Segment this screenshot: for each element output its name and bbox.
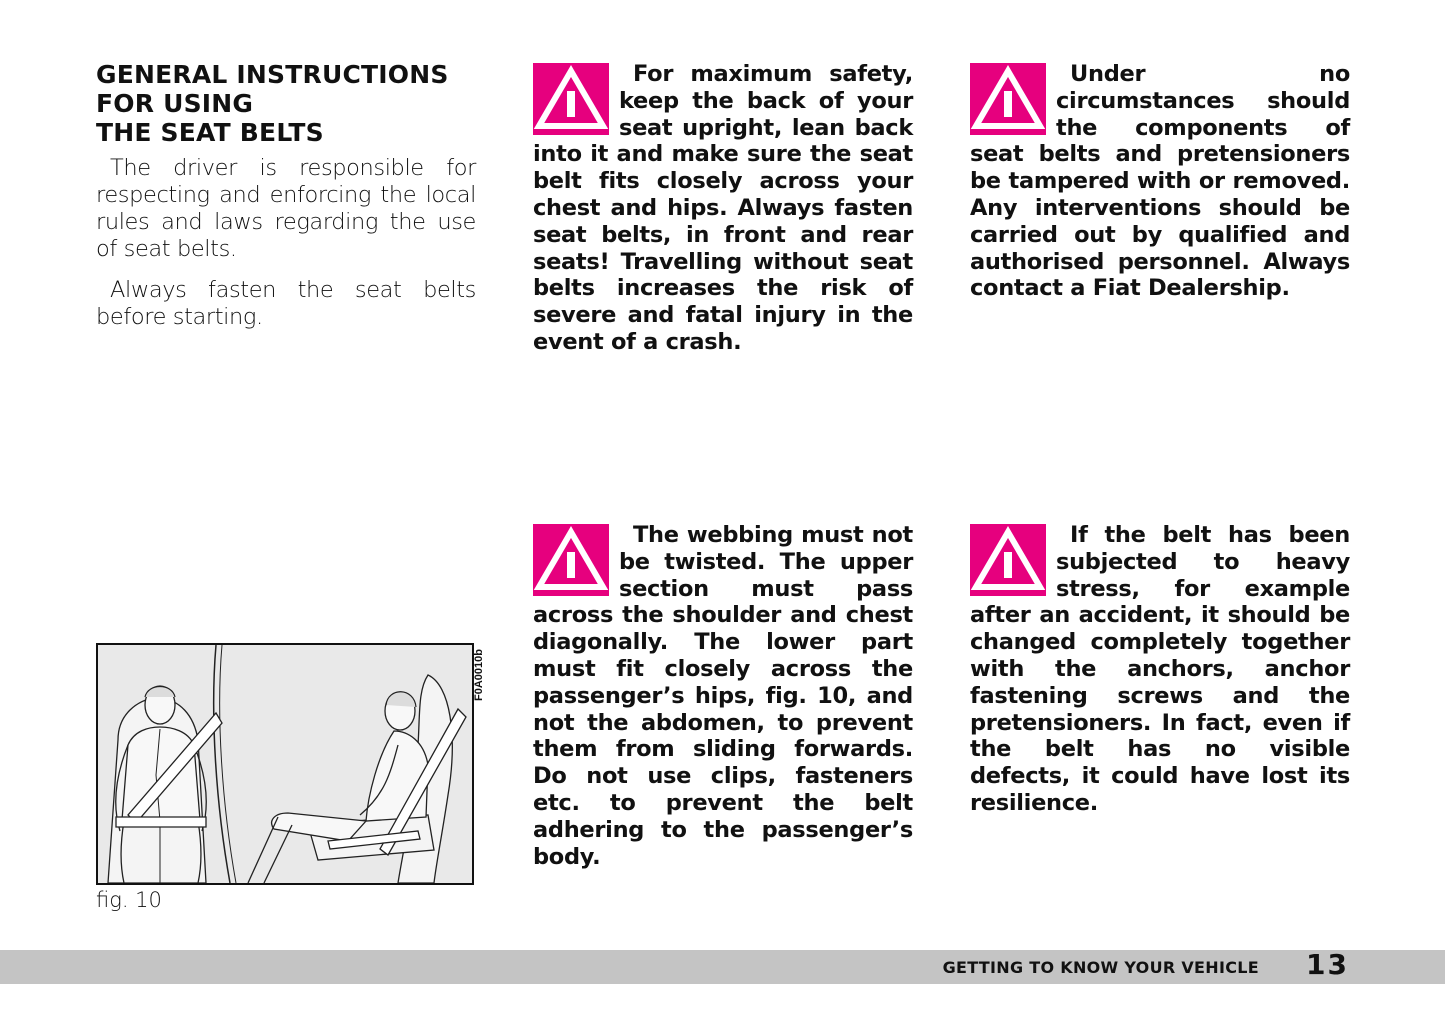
seat-belt-drawing [98, 645, 472, 883]
figure-caption: fig. 10 [96, 888, 162, 912]
warning-block-webbing [533, 522, 913, 870]
warning-triangle-icon [970, 63, 1046, 135]
warning-block-seat-position [533, 61, 913, 356]
warning-block-no-tampering [970, 61, 1350, 302]
title-line-3: THE SEAT BELTS [96, 118, 324, 147]
intro-column [96, 58, 476, 345]
warning-text-3: The webbing must not be twisted. The upper section must pass across the shoulder and chest diagonally. The lower part must fit closely across the passenger’s hips, fig. 10, and not the abdomen, to prevent them from sliding forwards. Do not use clips, fasteners etc. to prevent the belt adhering to the passenger’s body. [533, 522, 913, 870]
figure-code: F0A0010b [473, 649, 485, 701]
warning-text-4: If the belt has been subjected to heavy stress, for example after an accident, it should be changed completely together with the anchors, anchor fastening screws and the pretensioners. In fact, even if the belt has no visible defects, it could have lost its resilience. [970, 522, 1350, 816]
seat-belt-illustration [96, 643, 474, 885]
title-line-1: GENERAL INSTRUCTIONS [96, 60, 449, 89]
warning-text-2: Under no circumstances should the components of seat belts and pretensioners be tampered with or removed. Any interventions should be carried out by qualified and authorised personnel. Always contact a Fiat Dealership. [970, 61, 1350, 302]
footer-section-title: GETTING TO KNOW YOUR VEHICLE [942, 958, 1259, 977]
page-title [96, 60, 476, 147]
page-number: 13 [1306, 948, 1349, 981]
warning-triangle-icon [970, 524, 1046, 596]
title-line-2: FOR USING [96, 89, 254, 118]
warning-triangle-icon [533, 524, 609, 596]
intro-paragraph-1: The driver is responsible for respecting and enforcing the local rules and laws regarding the use of seat belts. [96, 155, 476, 262]
warning-block-heavy-stress [970, 522, 1350, 817]
intro-paragraph-2: Always fasten the seat belts before starting. [96, 277, 476, 330]
warning-triangle-icon [533, 63, 609, 135]
warning-text-1: For maximum safety, keep the back of your seat upright, lean back into it and make sure the seat belt fits closely across your chest and hips. Always fasten seat belts, in front and rear seats! Travelling without seat belts increases the risk of severe and fatal injury in the event of a crash. [533, 61, 913, 355]
